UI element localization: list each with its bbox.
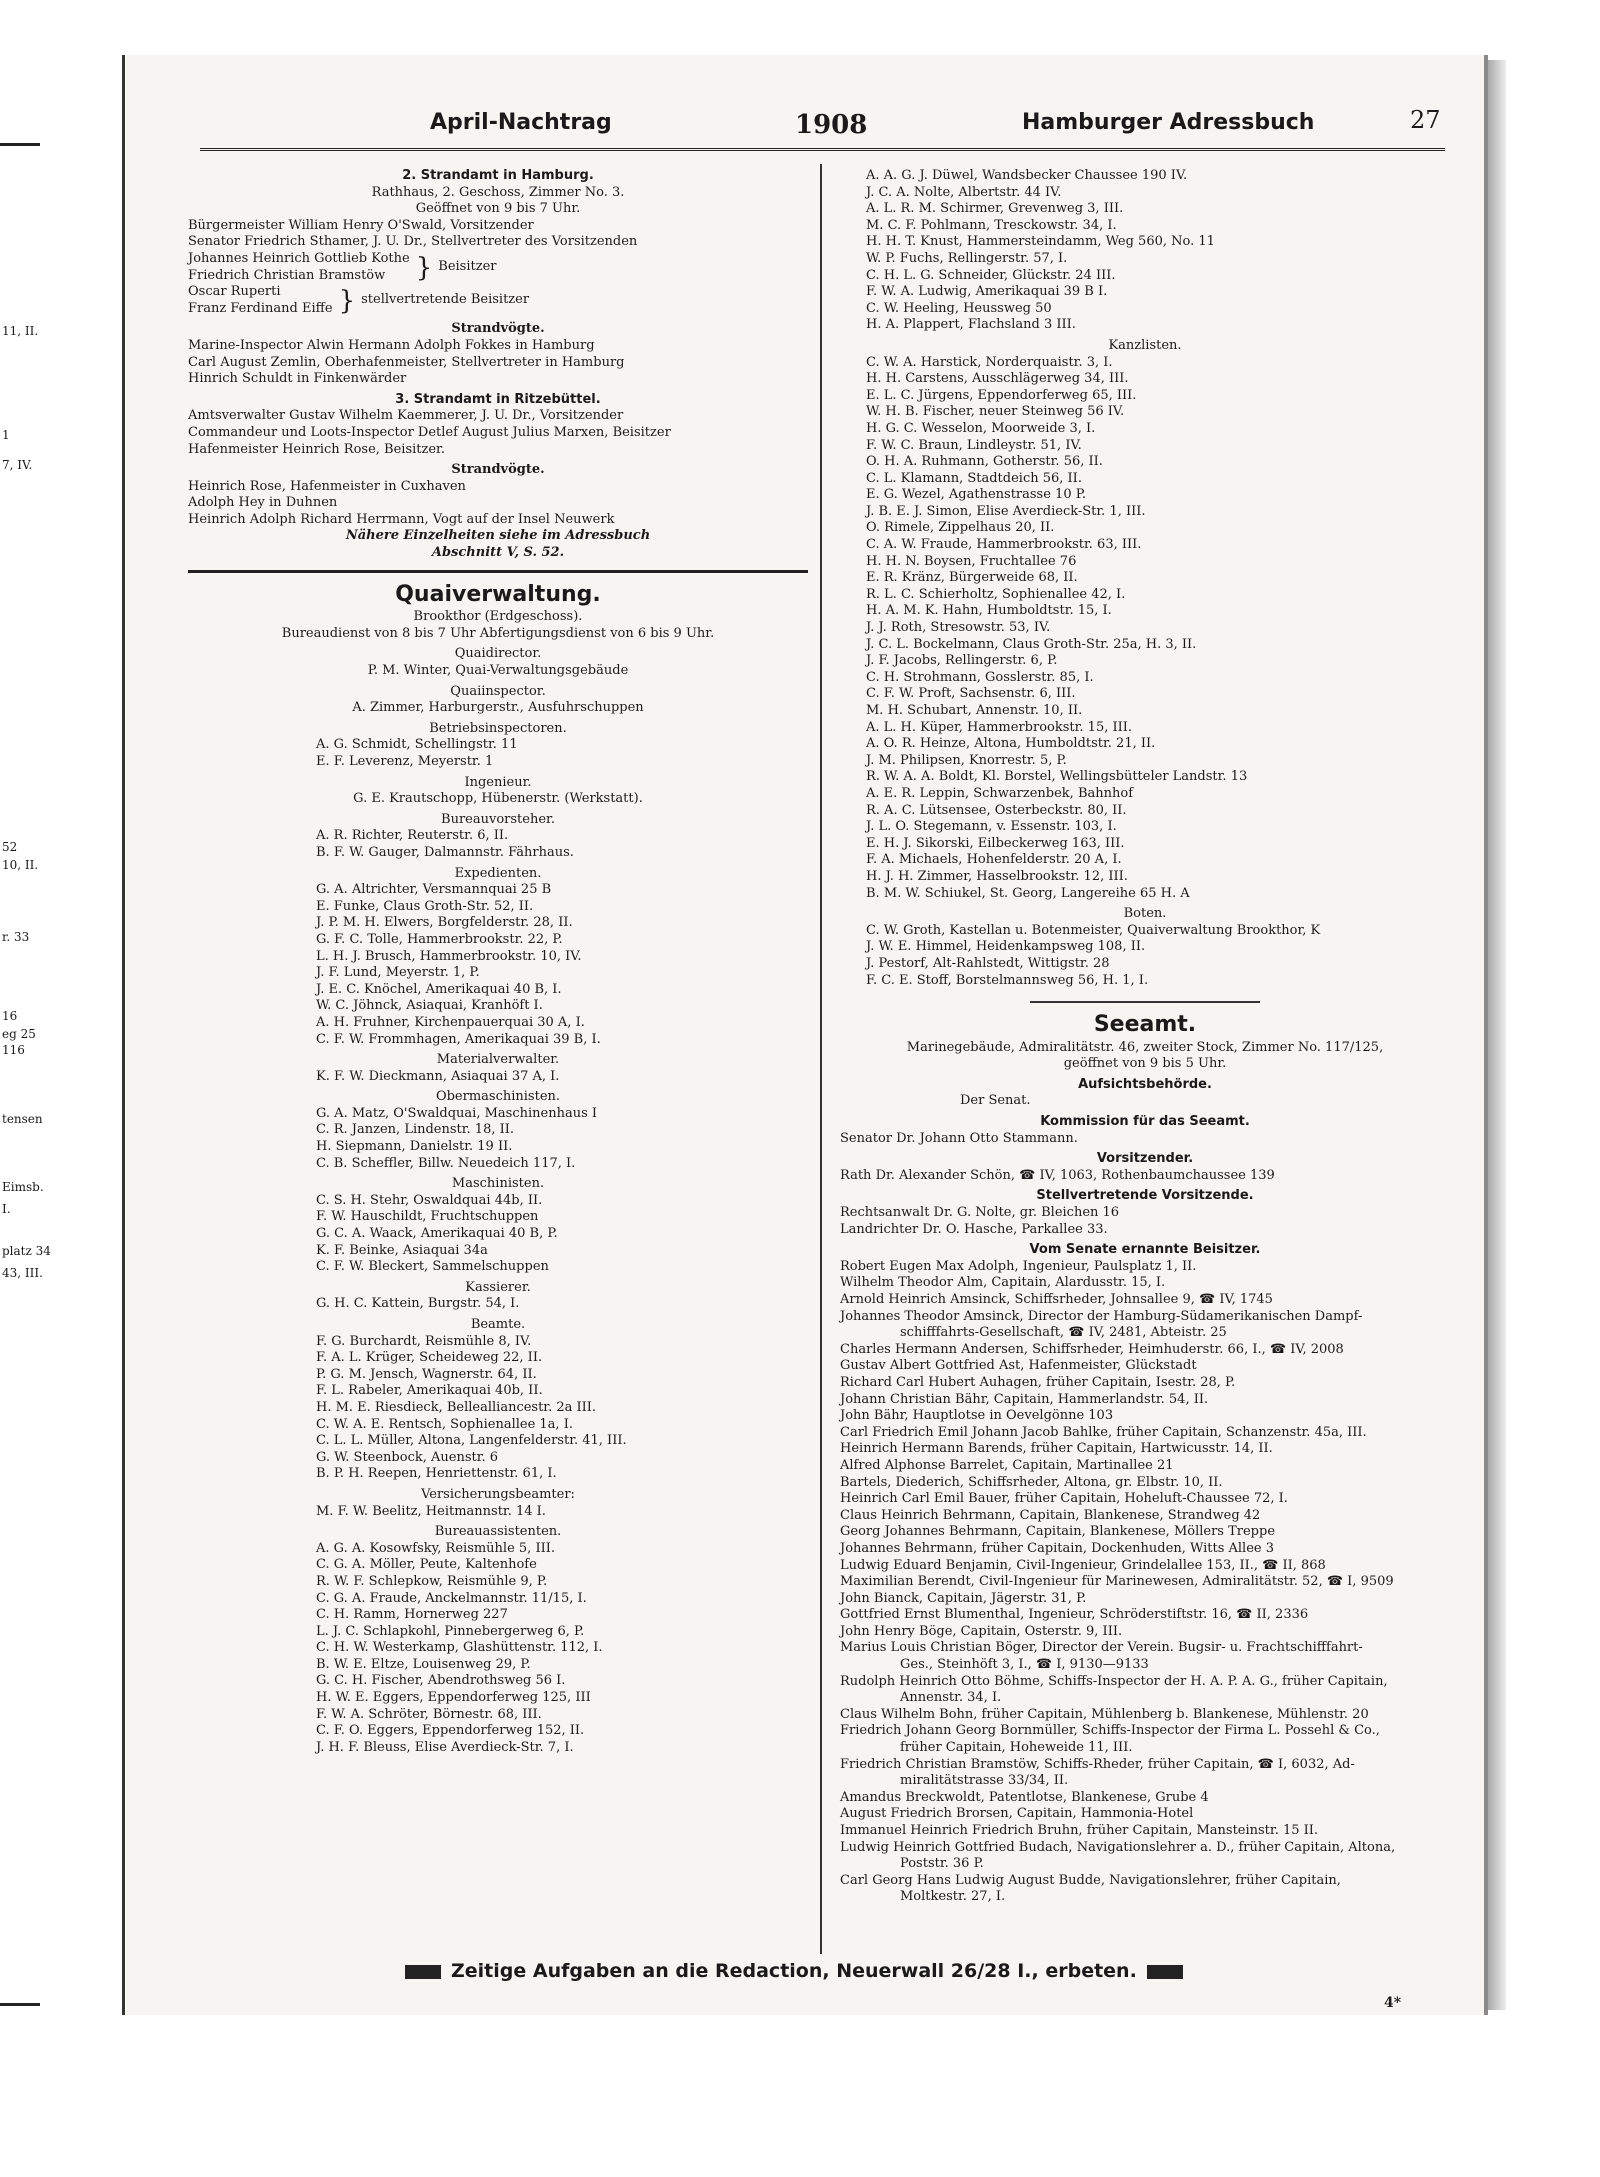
staff-entry: R. L. C. Schierholtz, Sophienallee 42, I. [866,586,1126,602]
assessor-entry: Poststr. 36 P. [900,1856,984,1872]
staff-entry: H. H. T. Knust, Hammersteindamm, Weg 560, No. 11 [866,234,1215,250]
staff-entry: A. A. G. J. Düwel, Wandsbecker Chaussee 190 IV. [866,168,1188,183]
staff-entry: W. H. B. Fischer, neuer Steinweg 56 IV. [866,404,1125,420]
staff-entry: G. C. H. Fischer, Abendrothsweg 56 I. [316,1673,566,1689]
staff-entry: K. F. W. Dieckmann, Asiaquai 37 A, I. [316,1068,560,1084]
staff-entry: C. F. W. Bleckert, Sammelschuppen [316,1259,549,1275]
staff-entry: F. A. Michaels, Hohenfelderstr. 20 A, I. [866,852,1122,868]
staff-entry: C. H. L. G. Schneider, Glückstr. 24 III. [866,267,1116,283]
staff-entry: G. W. Steenbock, Auenstr. 6 [316,1449,499,1465]
edge-text-fragment: 1 [2,428,10,442]
staff-entry: C. L. L. Müller, Altona, Langenfelderstr. 41, III. [316,1433,627,1449]
assessor-entry: Annenstr. 34, I. [900,1690,1002,1706]
assessor-entry: Johannes Theodor Amsinck, Director der Hamburg-Südamerikanischen Dampf- [840,1308,1363,1324]
sheet-signature: 4* [1384,1995,1402,2011]
staff-entry: P. M. Winter, Quai-Verwaltungsgebäude [367,663,629,679]
staff-entry: B. P. H. Reepen, Henriettenstr. 61, I. [316,1466,557,1482]
edge-text-fragment: 43, III. [2,1266,43,1280]
text-line: Rath Dr. Alexander Schön, ☎ IV, 1063, Rothenbaumchaussee 139 [840,1167,1275,1183]
staff-entry: G. E. Krautschopp, Hübenerstr. (Werkstatt). [353,791,643,807]
staff-entry: P. G. M. Jensch, Wagnerstr. 64, II. [316,1366,537,1382]
staff-entry: J. F. Jacobs, Rellingerstr. 6, P. [866,653,1058,669]
text-line: Bureaudienst von 8 bis 7 Uhr Abfertigungsdienst von 6 bis 9 Uhr. [281,625,715,641]
staff-entry: J. P. M. H. Elwers, Borgfelderstr. 28, II. [316,915,573,931]
edge-text-fragment: 10, II. [2,858,39,872]
staff-entry: C. H. W. Westerkamp, Glashüttenstr. 112, I. [316,1640,603,1656]
staff-entry: O. Rimele, Zippelhaus 20, II. [866,520,1055,536]
assessor-entry: Gottfried Ernst Blumenthal, Ingenieur, Schröderstiftstr. 16, ☎ II, 2336 [840,1607,1309,1623]
staff-entry: R. A. C. Lütsensee, Osterbeckstr. 80, II. [866,802,1127,818]
edge-text-fragment: platz 34 [2,1244,51,1258]
staff-entry: E. G. Wezel, Agathenstrasse 10 P. [866,487,1086,503]
staff-entry: H. G. C. Wesselon, Moorweide 3, I. [866,420,1096,436]
member-line: Johannes Heinrich Gottlieb Kothe [188,250,410,266]
group-heading: Maschinisten. [451,1176,545,1192]
staff-entry: A. O. R. Heinze, Altona, Humboldtstr. 21, II. [866,736,1156,752]
section-title: 3. Strandamt in Ritzebüttel. [395,391,601,407]
assessor-entry: Ludwig Eduard Benjamin, Civil-Ingenieur, Grindelallee 153, II., ☎ II, 868 [840,1557,1326,1573]
reference-note: Abschnitt V, S. 52. [431,545,565,561]
assessor-entry: Johannes Behrmann, früher Capitain, Dockenhuden, Witts Allee 3 [840,1540,1274,1556]
group-heading: Bureauvorsteher. [441,811,555,827]
section-rule [1030,1001,1260,1003]
pointing-hand-icon [405,1965,441,1979]
staff-entry: H. M. E. Riesdieck, Bellealliancestr. 2a III. [316,1399,597,1415]
assessor-entry: Johann Christian Bähr, Capitain, Hammerlandstr. 54, II. [840,1391,1209,1407]
staff-entry: E. L. C. Jürgens, Eppendorferweg 65, III. [866,387,1137,403]
assessor-entry: August Friedrich Brorsen, Capitain, Hammonia-Hotel [840,1806,1194,1822]
staff-entry: C. R. Janzen, Lindenstr. 18, II. [316,1122,515,1138]
header-year: 1908 [795,110,868,140]
staff-entry: C. F. W. Frommhagen, Amerikaquai 39 B, I. [316,1031,601,1047]
assessor-entry: John Henry Böge, Capitain, Osterstr. 9, III. [840,1623,1123,1639]
assessor-entry: Bartels, Diederich, Schiffsrheder, Altona, gr. Elbstr. 10, II. [840,1474,1223,1490]
subheading: Stellvertretende Vorsitzende. [1036,1188,1254,1204]
staff-entry: C. W. Groth, Kastellan u. Botenmeister, Quaiverwaltung Brookthor, K [866,922,1321,938]
group-heading: Beamte. [470,1317,526,1332]
edge-text-fragment: r. 33 [2,930,30,944]
edge-text-fragment: tensen [2,1112,43,1126]
staff-entry: C. G. A. Fraude, Anckelmannstr. 11/15, I. [316,1590,587,1606]
member-line: Heinrich Adolph Richard Herrmann, Vogt auf der Insel Neuwerk [188,511,615,527]
staff-entry: C. F. O. Eggers, Eppendorferweg 152, II. [316,1723,585,1739]
right-column [840,168,1450,1906]
staff-entry: C. W. Heeling, Heussweg 50 [866,300,1052,316]
staff-entry: L. H. J. Brusch, Hammerbrookstr. 10, IV. [316,948,582,964]
member-line: Hinrich Schuldt in Finkenwärder [188,371,407,387]
assessor-entry: Friedrich Christian Bramstöw, Schiffs-Rheder, früher Capitain, ☎ I, 6032, Ad- [840,1756,1355,1772]
group-heading: Expedienten. [454,865,542,881]
group-heading: Quaidirector. [454,646,542,662]
assessor-entry: Richard Carl Hubert Auhagen, früher Capitain, Isestr. 28, P. [840,1374,1236,1390]
assessor-entry: früher Capitain, Hoheweide 11, III. [900,1740,1133,1756]
header-supplement-label: April-Nachtrag [430,110,612,135]
brace-label: stellvertretende Beisitzer [361,292,530,308]
staff-entry: F. W. A. Ludwig, Amerikaquai 39 B I. [866,284,1108,300]
staff-entry: H. H. Carstens, Ausschlägerweg 34, III. [866,371,1129,387]
staff-entry: C. G. A. Möller, Peute, Kaltenhofe [316,1557,537,1573]
staff-entry: W. C. Jöhnck, Asiaquai, Kranhöft I. [316,998,543,1014]
staff-entry: B. W. E. Eltze, Louisenweg 29, P. [316,1656,531,1672]
staff-entry: C. B. Scheffler, Billw. Neuedeich 117, I. [316,1155,576,1171]
staff-entry: R. W. F. Schlepkow, Reismühle 9, P. [316,1573,548,1589]
staff-entry: E. Funke, Claus Groth-Str. 52, II. [316,898,534,914]
text-line: Rathhaus, 2. Geschoss, Zimmer No. 3. [371,184,625,200]
edge-rule [0,143,40,146]
section-rule [188,570,808,573]
group-heading: Versicherungsbeamter: [421,1486,575,1502]
edge-text-fragment: 116 [2,1043,25,1057]
staff-entry: C. S. H. Stehr, Oswaldquai 44b, II. [316,1192,543,1208]
member-line: Adolph Hey in Duhnen [188,495,338,511]
assessor-entry: Immanuel Heinrich Friedrich Bruhn, früher Capitain, Mansteinstr. 15 II. [840,1823,1319,1838]
assessor-entry: Carl Friedrich Emil Johann Jacob Bahlke, früher Capitain, Schanzenstr. 45a, III. [840,1424,1367,1440]
assessor-entry: Rudolph Heinrich Otto Böhme, Schiffs-Inspector der H. A. P. A. G., früher Capitain, [840,1673,1388,1689]
staff-entry: O. H. A. Ruhmann, Gotherstr. 56, II. [866,454,1103,470]
subheading: Vorsitzender. [1096,1151,1194,1167]
group-heading: Materialverwalter. [436,1052,560,1068]
brace-glyph: } [415,252,433,283]
section-title: 2. Strandamt in Hamburg. [402,168,594,183]
assessor-entry: schifffahrts-Gesellschaft, ☎ IV, 2481, Abteistr. 25 [900,1325,1227,1341]
staff-entry: A. H. Fruhner, Kirchenpauerquai 30 A, I. [316,1014,585,1030]
subheading: Strandvögte. [451,462,545,478]
page-header [200,104,1445,151]
staff-entry: L. J. C. Schlapkohl, Pinnebergerweg 6, P. [316,1623,585,1639]
assessor-entry: Ges., Steinhöft 3, I., ☎ I, 9130—9133 [900,1657,1149,1673]
staff-entry: F. W. C. Braun, Lindleystr. 51, IV. [866,437,1082,453]
header-book-title: Hamburger Adressbuch [1022,110,1315,135]
staff-entry: M. C. F. Pohlmann, Tresckowstr. 34, I. [866,217,1117,233]
staff-entry: C. H. Strohmann, Gosslerstr. 85, I. [866,669,1094,685]
brace-glyph: } [338,285,356,316]
staff-entry: A. L. H. Küper, Hammerbrookstr. 15, III. [866,719,1133,735]
staff-entry: J. W. E. Himmel, Heidenkampsweg 108, II. [866,939,1146,955]
assessor-entry: Carl Georg Hans Ludwig August Budde, Navigationslehrer, früher Capitain, [840,1872,1341,1888]
assessor-entry: miralitätstrasse 33/34, II. [900,1773,1069,1789]
assessor-entry: Charles Hermann Andersen, Schiffsrheder, Heimhuderstr. 66, I., ☎ IV, 2008 [840,1341,1344,1357]
staff-entry: B. M. W. Schiukel, St. Georg, Langereihe 65 H. A [866,885,1190,901]
subheading: Boten. [1123,906,1167,922]
staff-entry: J. Pestorf, Alt-Rahlstedt, Wittigstr. 28 [866,955,1110,971]
staff-entry: H. W. E. Eggers, Eppendorferweg 125, III [316,1690,591,1706]
assessor-entry: Wilhelm Theodor Alm, Capitain, Alardusstr. 15, I. [840,1275,1166,1291]
staff-entry: H. A. M. K. Hahn, Humboldtstr. 15, I. [866,603,1112,619]
staff-entry: C. A. W. Fraude, Hammerbrookstr. 63, III. [866,537,1142,553]
staff-entry: E. R. Kränz, Bürgerweide 68, II. [866,570,1078,586]
column-divider [820,164,822,1954]
staff-entry: A. R. Richter, Reuterstr. 6, II. [316,828,509,844]
staff-entry: J. E. C. Knöchel, Amerikaquai 40 B, I. [316,981,562,997]
staff-entry: A. Zimmer, Harburgerstr., Ausfuhrschuppen [352,700,644,716]
assessor-entry: Claus Heinrich Behrmann, Capitain, Blankenese, Strandweg 42 [840,1507,1261,1523]
section-title-large: Quaiverwaltung. [395,581,601,607]
staff-entry: W. P. Fuchs, Rellingerstr. 57, I. [866,250,1068,266]
reference-note: Nähere Einzelheiten siehe im Adressbuch [345,528,651,544]
member-line: Heinrich Rose, Hafenmeister in Cuxhaven [188,478,466,494]
staff-entry: J. F. Lund, Meyerstr. 1, P. [316,965,480,981]
staff-entry: G. C. A. Waack, Amerikaquai 40 B, P. [316,1226,558,1242]
staff-entry: H. H. N. Boysen, Fruchtallee 76 [866,553,1077,569]
edge-text-fragment: 7, IV. [2,458,33,472]
member-line: Oscar Ruperti [188,284,281,300]
staff-entry: M. F. W. Beelitz, Heitmannstr. 14 I. [316,1503,546,1519]
text-line: Der Senat. [960,1093,1031,1109]
assessor-entry: Heinrich Hermann Barends, früher Capitain, Hartwicusstr. 14, II. [840,1441,1273,1457]
page-footer [395,1960,1193,1982]
staff-entry: J. C. L. Bockelmann, Claus Groth-Str. 25a, H. 3, II. [866,636,1197,652]
assessor-entry: Ludwig Heinrich Gottfried Budach, Navigationslehrer a. D., früher Capitain, Altona, [840,1839,1396,1855]
member-line: Hafenmeister Heinrich Rose, Beisitzer. [188,441,445,457]
edge-text-fragment: Eimsb. [2,1180,44,1194]
group-heading: Kassierer. [465,1279,531,1295]
member-line: Marine-Inspector Alwin Hermann Adolph Fokkes in Hamburg [188,337,595,353]
staff-entry: C. W. A. Harstick, Norderquaistr. 3, I. [866,354,1113,370]
staff-entry: F. W. Hauschildt, Fruchtschuppen [316,1209,539,1225]
staff-entry: A. L. R. M. Schirmer, Grevenweg 3, III. [866,201,1124,217]
staff-entry: J. J. Roth, Stresowstr. 53, IV. [866,620,1051,636]
staff-entry: G. A. Matz, O'Swaldquai, Maschinenhaus I [316,1105,598,1121]
member-line: Friedrich Christian Bramstöw [188,267,386,283]
member-line: Senator Friedrich Sthamer, J. U. Dr., Stellvertreter des Vorsitzenden [188,234,638,250]
staff-entry: G. H. C. Kattein, Burgstr. 54, I. [316,1296,520,1312]
subheading: Kanzlisten. [1108,337,1182,353]
text-line: Marinegebäude, Admiralitätstr. 46, zweiter Stock, Zimmer No. 117/125, [906,1039,1384,1055]
staff-entry: K. F. Beinke, Asiaquai 34a [316,1242,488,1258]
adjacent-page-edge [0,55,125,2015]
page-number: 27 [1410,106,1441,134]
staff-entry: J. H. F. Bleuss, Elise Averdieck-Str. 7, I. [316,1739,574,1755]
staff-entry: R. W. A. A. Boldt, Kl. Borstel, Wellingsbütteler Landstr. 13 [866,769,1248,785]
assessor-entry: Moltkestr. 27, I. [900,1889,1006,1905]
staff-entry: C. H. Ramm, Hornerweg 227 [316,1607,508,1623]
assessor-entry: Gustav Albert Gottfried Ast, Hafenmeister, Glückstadt [840,1358,1197,1374]
group-heading: Betriebsinspectoren. [429,720,567,736]
member-line: Amtsverwalter Gustav Wilhelm Kaemmerer, J. U. Dr., Vorsitzender [188,408,624,424]
staff-entry: H. A. Plappert, Flachsland 3 III. [866,317,1076,333]
staff-entry: J. L. O. Stegemann, v. Essenstr. 103, I. [866,819,1117,835]
footer-text: Zeitige Aufgaben an die Redaction, Neuerwall 26/28 I., erbeten. [451,1960,1137,1982]
staff-entry: A. E. R. Leppin, Schwarzenbek, Bahnhof [866,785,1134,801]
group-heading: Obermaschinisten. [435,1089,561,1105]
assessor-entry: Arnold Heinrich Amsinck, Schiffsrheder, Johnsallee 9, ☎ IV, 1745 [840,1292,1273,1307]
member-line: Bürgermeister William Henry O'Swald, Vorsitzender [188,217,534,233]
staff-entry: J. M. Philipsen, Knorrestr. 5, P. [866,752,1067,768]
brace-label: Beisitzer [438,259,497,275]
staff-entry: B. F. W. Gauger, Dalmannstr. Fährhaus. [316,844,574,860]
staff-entry: J. B. E. J. Simon, Elise Averdieck-Str. 1, III. [866,503,1146,519]
subheading: Aufsichtsbehörde. [1078,1076,1212,1092]
brace-group [188,251,808,284]
edge-rule [0,2003,40,2006]
member-line: Commandeur und Loots-Inspector Detlef August Julius Marxen, Beisitzer [188,424,671,440]
assessor-entry: Robert Eugen Max Adolph, Ingenieur, Paulsplatz 1, II. [840,1258,1197,1274]
assessor-entry: Georg Johannes Behrmann, Capitain, Blankenese, Möllers Treppe [840,1524,1276,1540]
assessor-entry: Alfred Alphonse Barrelet, Capitain, Martinallee 21 [840,1457,1174,1473]
subheading: Kommission für das Seeamt. [1040,1114,1250,1130]
staff-entry: G. A. Altrichter, Versmannquai 25 B [316,882,552,898]
text-line: Senator Dr. Johann Otto Stammann. [840,1130,1078,1146]
assessor-entry: Heinrich Carl Emil Bauer, früher Capitain, Hoheluft-Chaussee 72, I. [840,1491,1288,1507]
edge-text-fragment: 11, II. [2,324,39,338]
group-heading: Ingenieur. [464,774,532,790]
staff-entry: F. L. Rabeler, Amerikaquai 40b, II. [316,1383,543,1399]
brace-group [188,284,808,317]
left-column [188,168,808,1756]
assessor-entry: Maximilian Berendt, Civil-Ingenieur für Marinewesen, Admiralitätstr. 52, ☎ I, 9509 [840,1574,1394,1590]
text-line: geöffnet von 9 bis 5 Uhr. [1063,1056,1227,1072]
staff-entry: G. F. C. Tolle, Hammerbrookstr. 22, P. [316,931,563,947]
section-title-large: Seeamt. [1093,1012,1197,1038]
staff-entry: C. F. W. Proft, Sachsenstr. 6, III. [866,686,1076,702]
staff-entry: F. G. Burchardt, Reismühle 8, IV. [316,1333,532,1349]
member-line: Carl August Zemlin, Oberhafenmeister, Stellvertreter in Hamburg [188,354,625,370]
staff-entry: H. Siepmann, Danielstr. 19 II. [316,1139,513,1155]
staff-entry: E. H. J. Sikorski, Eilbeckerweg 163, III. [866,835,1125,851]
member-line: Franz Ferdinand Eiffe [188,300,333,316]
staff-entry: A. G. A. Kosowfsky, Reismühle 5, III. [316,1540,555,1556]
staff-entry: J. C. A. Nolte, Albertstr. 44 IV. [866,184,1062,200]
text-line: Rechtsanwalt Dr. G. Nolte, gr. Bleichen 16 [840,1205,1120,1221]
assessor-entry: Friedrich Johann Georg Bornmüller, Schiffs-Inspector der Firma L. Possehl & Co., [840,1723,1380,1739]
text-line: Geöffnet von 9 bis 7 Uhr. [415,201,581,217]
edge-text-fragment: I. [2,1202,11,1216]
pointing-hand-icon [1147,1965,1183,1979]
staff-entry: F. C. E. Stoff, Borstelmannsweg 56, H. 1, I. [866,972,1149,988]
staff-entry: E. F. Leverenz, Meyerstr. 1 [316,754,494,769]
text-line: Brookthor (Erdgeschoss). [413,609,583,625]
edge-text-fragment: 16 [2,1009,18,1023]
staff-entry: C. W. A. E. Rentsch, Sophienallee 1a, I. [316,1416,573,1432]
text-line: Landrichter Dr. O. Hasche, Parkallee 33. [840,1221,1108,1237]
edge-text-fragment: eg 25 [2,1027,36,1041]
subheading: Strandvögte. [451,321,545,337]
assessor-entry: John Bähr, Hauptlotse in Oevelgönne 103 [840,1408,1114,1424]
assessor-entry: Amandus Breckwoldt, Patentlotse, Blankenese, Grube 4 [840,1789,1209,1805]
staff-entry: M. H. Schubart, Annenstr. 10, II. [866,703,1083,718]
staff-entry: F. W. A. Schröter, Börnestr. 68, III. [316,1706,542,1722]
staff-entry: A. G. Schmidt, Schellingstr. 11 [316,737,518,753]
group-heading: Bureauassistenten. [434,1524,562,1540]
staff-entry: F. A. L. Krüger, Scheideweg 22, II. [316,1350,543,1366]
assessor-entry: John Bianck, Capitain, Jägerstr. 31, P. [840,1590,1087,1606]
subheading: Vom Senate ernannte Beisitzer. [1029,1242,1261,1258]
assessor-entry: Marius Louis Christian Böger, Director der Verein. Bugsir- u. Frachtschifffahrt- [840,1640,1363,1656]
edge-text-fragment: 52 [2,840,18,854]
group-heading: Quaiinspector. [450,683,546,699]
assessor-entry: Claus Wilhelm Bohn, früher Capitain, Mühlenberg b. Blankenese, Mühlenstr. 20 [840,1706,1369,1722]
staff-entry: H. J. H. Zimmer, Hasselbrookstr. 12, III. [866,868,1128,884]
staff-entry: C. L. Klamann, Stadtdeich 56, II. [866,470,1082,486]
